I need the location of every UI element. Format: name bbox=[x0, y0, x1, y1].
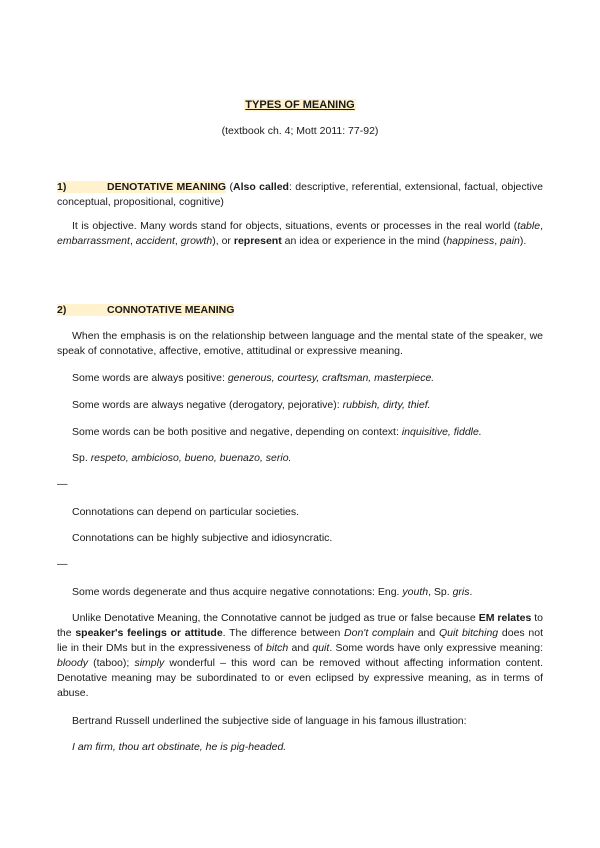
page-title: TYPES OF MEANING bbox=[245, 99, 355, 111]
unlike-paragraph: Unlike Denotative Meaning, the Connotative cannot be judged as true or false because EM relates to the speaker's feelings or attitude. The difference between Don't complain and Quit bitching does not lie in their DMs but in the expressiveness of bitch and quit. Some words have only expressive meaning: bloody (taboo); simply wonderful – this word can be removed without affecting information content. Denotative meaning may be subordinated to or even eclipsed by expressive meaning, as in terms of abuse. bbox=[57, 612, 543, 699]
connotative-definition: When the emphasis is on the relationship between language and the mental state of the speaker, we speak of connotative, affective, emotive, attitudinal or expressive meaning. bbox=[57, 330, 543, 357]
societies-line: Connotations can depend on particular societies. bbox=[72, 506, 300, 518]
dash-divider: — bbox=[57, 558, 68, 570]
degenerate-line: Some words degenerate and thus acquire negative connotations: Eng. youth, Sp. gris. bbox=[72, 586, 473, 598]
section-2-heading bbox=[57, 303, 543, 318]
positive-words: Some words are always positive: generous, courtesy, craftsman, masterpiece. bbox=[72, 372, 435, 384]
both-words: Some words can be both positive and negative, depending on context: inquisitive, fiddle. bbox=[72, 426, 482, 438]
section-1-highlight: 1) DENOTATIVE MEANING bbox=[57, 181, 227, 193]
section-1-paragraph: It is objective. Many words stand for objects, situations, events or processes in the real world (table, embarrassment, accident, growth), or represent an idea or experience in the mind (happiness, pain). bbox=[57, 220, 543, 247]
russell-quote: I am firm, thou art obstinate, he is pig-headed. bbox=[72, 741, 287, 753]
dash-divider: — bbox=[57, 478, 68, 490]
subjective-line: Connotations can be highly subjective and idiosyncratic. bbox=[72, 532, 333, 544]
page-subtitle: (textbook ch. 4; Mott 2011: 77-92) bbox=[221, 125, 379, 137]
russell-line: Bertrand Russell underlined the subjective side of language in his famous illustration: bbox=[72, 715, 467, 727]
section-2-highlight: 2) CONNOTATIVE MEANING bbox=[57, 304, 235, 316]
negative-words: Some words are always negative (derogatory, pejorative): rubbish, dirty, thief. bbox=[72, 399, 431, 411]
spanish-examples: Sp. respeto, ambicioso, bueno, buenazo, serio. bbox=[72, 452, 292, 464]
section-1-heading: 1) DENOTATIVE MEANING (Also called: descriptive, referential, extensional, factual, objective conceptual, propositional, cognitive) bbox=[57, 181, 543, 208]
